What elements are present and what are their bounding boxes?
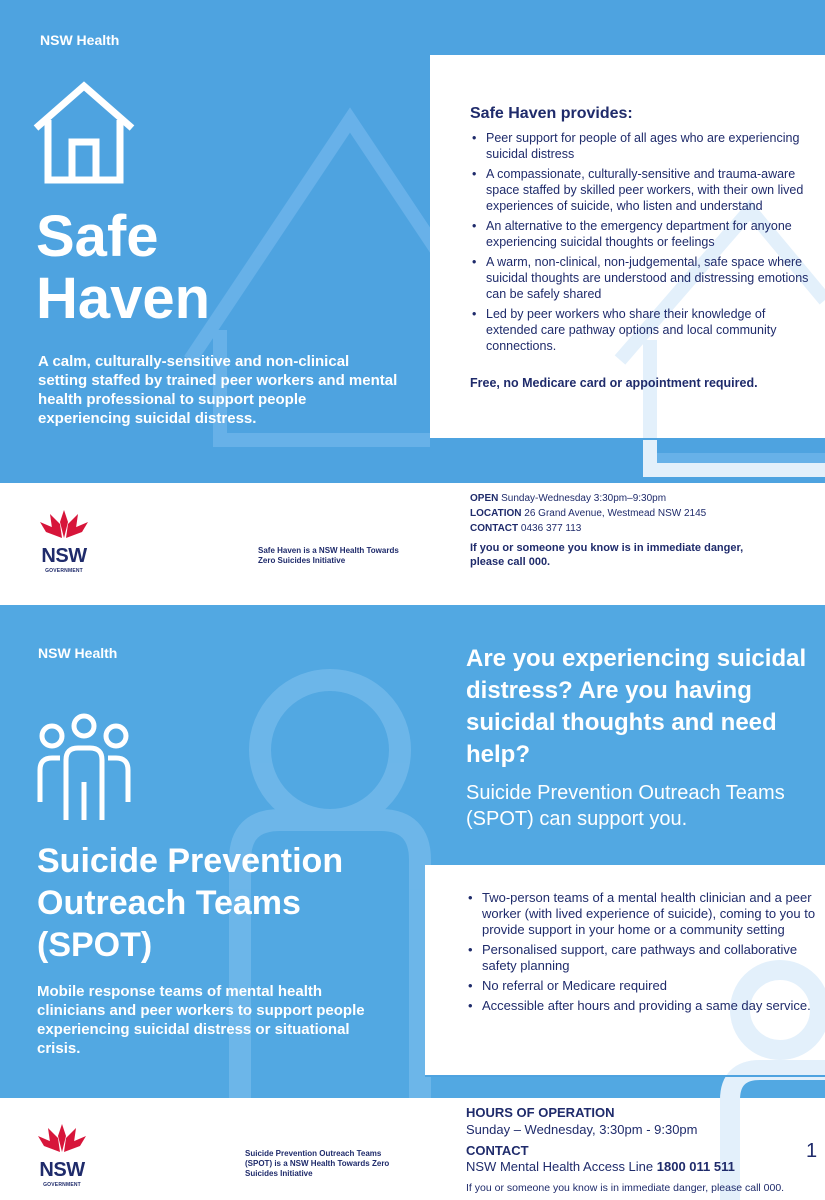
- list-item: • Peer support for people of all ages who are experiencing suicidal distress: [470, 130, 815, 162]
- contact-line-text: NSW Mental Health Access Line: [466, 1159, 654, 1174]
- free-note: Free, no Medicare card or appointment required.: [470, 376, 758, 390]
- brand-label: NSW Health: [38, 645, 118, 661]
- open-label: OPEN: [470, 493, 499, 504]
- open-hours: [470, 491, 810, 506]
- location-value: 26 Grand Avenue, Westmead NSW 2145: [524, 508, 707, 519]
- divider: [430, 438, 825, 440]
- logo-subtext: GOVERNMENT: [43, 1182, 81, 1188]
- list-item: • Two-person teams of a mental health clinician and a peer worker (with lived experience of suicide), coming to you to provide support in your home or a community setting: [466, 890, 821, 938]
- page-title: Suicide Prevention Outreach Teams (SPOT): [37, 842, 344, 964]
- title-line-1: Safe: [36, 204, 159, 269]
- list-item: • An alternative to the emergency department for anyone experiencing suicidal thoughts or feelings: [470, 218, 815, 250]
- contact-heading: CONTACT: [466, 1143, 529, 1158]
- danger-notice: If you or someone you know is in immediate danger, please call 000.: [470, 542, 744, 568]
- waratah-logo-icon: [36, 1122, 88, 1154]
- contact-label: CONTACT: [470, 523, 519, 534]
- people-group-icon: [36, 712, 132, 822]
- hours-value: Sunday – Wednesday, 3:30pm - 9:30pm: [466, 1122, 698, 1137]
- waratah-logo-icon: [38, 508, 90, 540]
- service-info: [470, 491, 810, 536]
- list-item: • A warm, non-clinical, non-judgemental, safe space where suicidal thoughts are understood and distressing emotions can be safely shared: [470, 254, 815, 302]
- provides-heading: Safe Haven provides:: [470, 105, 633, 122]
- location: [470, 506, 810, 521]
- provides-list: [470, 130, 815, 358]
- help-question: Are you experiencing suicidal distress? Are you having suicidal thoughts and need help?: [466, 645, 807, 768]
- contact: [470, 521, 810, 536]
- list-item: • No referral or Medicare required: [466, 978, 821, 994]
- service-description: A calm, culturally-sensitive and non-clinical setting staffed by trained peer workers and mental health professional to support people experiencing suicidal distress.: [38, 353, 398, 427]
- contact-line: [466, 1159, 735, 1174]
- page-title: [36, 206, 210, 330]
- house-icon: [32, 80, 136, 186]
- logo-text: NSW: [39, 1159, 85, 1181]
- open-value: Sunday-Wednesday 3:30pm–9:30pm: [501, 493, 667, 504]
- brand-label: NSW Health: [40, 32, 120, 48]
- support-subheading: Suicide Prevention Outreach Teams (SPOT) can support you.: [466, 782, 785, 830]
- nsw-logo: [36, 508, 92, 574]
- list-item: • Accessible after hours and providing a same day service.: [466, 998, 821, 1014]
- initiative-note: Safe Haven is a NSW Health Towards Zero Suicides Initiative: [258, 546, 399, 565]
- nsw-logo: [34, 1122, 90, 1188]
- list-item: • Personalised support, care pathways and collaborative safety planning: [466, 942, 821, 974]
- list-item: • Led by peer workers who share their knowledge of extended care pathway options and local community connections.: [470, 306, 815, 354]
- location-label: LOCATION: [470, 508, 522, 519]
- logo-text: NSW: [41, 545, 87, 567]
- divider: [425, 1075, 825, 1077]
- hours-heading: HOURS OF OPERATION: [466, 1105, 615, 1120]
- list-item: • A compassionate, culturally-sensitive and trauma-aware space staffed by skilled peer workers, with their own lived experiences of suicide, who listen and understand: [470, 166, 815, 214]
- contact-value[interactable]: 0436 377 113: [520, 523, 582, 534]
- logo-subtext: GOVERNMENT: [45, 568, 83, 574]
- features-list: [466, 890, 821, 1018]
- title-line-2: Haven: [36, 266, 211, 331]
- page-number: 1: [806, 1140, 818, 1162]
- service-description: Mobile response teams of mental health clinicians and peer workers to support people experiencing suicidal distress or situational crisis.: [37, 983, 365, 1057]
- danger-notice: If you or someone you know is in immediate danger, please call 000.: [466, 1182, 785, 1194]
- initiative-note: Suicide Prevention Outreach Teams (SPOT) is a NSW Health Towards Zero Suicides Initiative: [245, 1149, 390, 1178]
- contact-line-number[interactable]: 1800 011 511: [656, 1159, 735, 1174]
